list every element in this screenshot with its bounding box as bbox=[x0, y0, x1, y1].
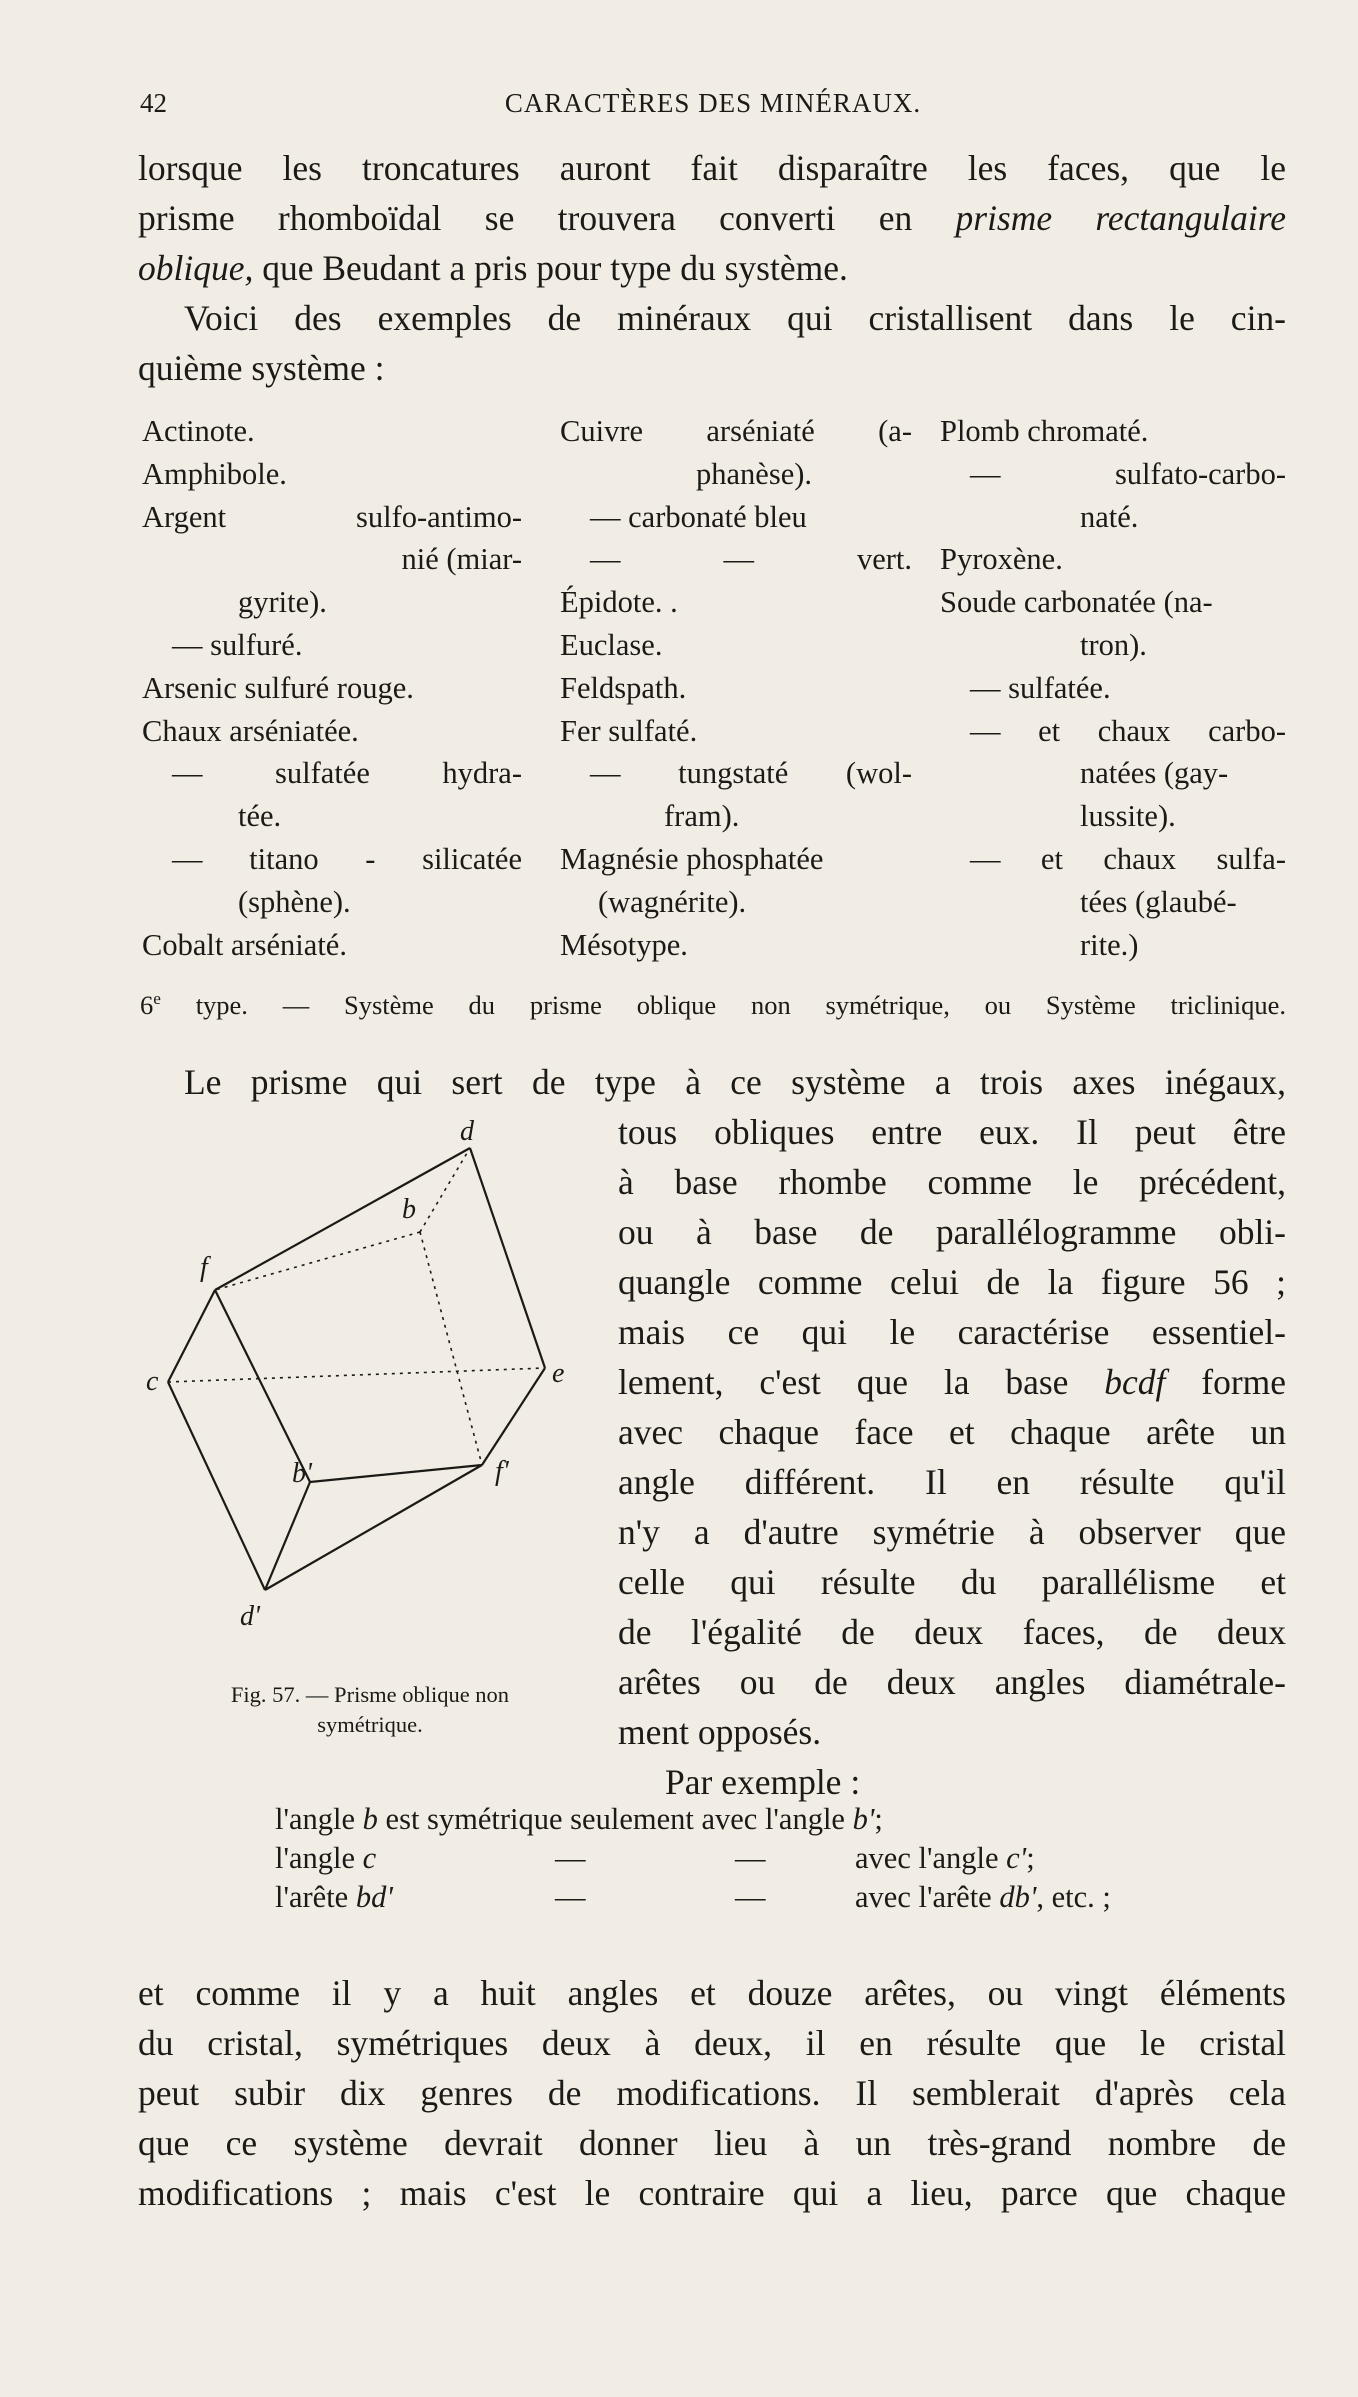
text-line: que ce système devrait donner lieu à un très-grand nombre de bbox=[138, 2123, 1286, 2163]
edge-f-c bbox=[168, 1290, 215, 1382]
symmetry-row: l'angle c — — avec l'angle c'; bbox=[275, 1841, 1035, 1875]
list-item: Épidote. . bbox=[560, 585, 678, 620]
text-line: n'y a d'autre symétrie à observer que bbox=[618, 1512, 1286, 1552]
symmetry-row: l'angle b est symétrique seulement avec l'angle b'; bbox=[275, 1802, 883, 1836]
list-item: nié (miar- bbox=[401, 542, 522, 577]
edge-bprime-dprime bbox=[265, 1482, 310, 1590]
list-item: Plomb chromaté. bbox=[940, 414, 1149, 448]
list-item: Euclase. bbox=[560, 627, 663, 662]
mineral-column-3 bbox=[940, 410, 1286, 966]
page-number: 42 bbox=[140, 88, 167, 118]
label-f-prime: f' bbox=[495, 1456, 509, 1487]
list-item: gyrite). bbox=[238, 585, 327, 620]
text-line: à base rhombe comme le précédent, bbox=[618, 1162, 1286, 1202]
list-item: — titano - silicatée bbox=[172, 841, 522, 876]
list-item: — tungstaté (wol- bbox=[590, 756, 912, 791]
text-line: ou à base de parallélogramme obli- bbox=[618, 1212, 1286, 1252]
list-item: Mésotype. bbox=[560, 927, 688, 962]
hidden-edge-b-d bbox=[420, 1148, 470, 1232]
list-item: — sulfuré. bbox=[172, 627, 303, 662]
oblique-prism-diagram bbox=[140, 1120, 610, 1650]
list-item: Actinote. bbox=[142, 414, 255, 448]
label-c: c bbox=[146, 1366, 159, 1397]
label-d-prime: d' bbox=[240, 1601, 260, 1632]
hidden-edge-b-fprime bbox=[420, 1232, 482, 1465]
mineral-column-2 bbox=[560, 410, 912, 966]
text-line: angle différent. Il en résulte qu'il bbox=[618, 1462, 1286, 1502]
list-item: rite.) bbox=[1080, 927, 1139, 962]
text-line: Voici des exemples de minéraux qui cristallisent dans le cin- bbox=[184, 298, 1286, 338]
text-line: lement, c'est que la base bcdf forme bbox=[618, 1362, 1287, 1402]
list-item: (sphène). bbox=[238, 884, 351, 919]
list-item: (wagnérite). bbox=[598, 884, 747, 919]
edge-d-f bbox=[215, 1148, 470, 1290]
list-item: lussite). bbox=[1080, 799, 1176, 834]
list-item: Pyroxène. bbox=[940, 542, 1063, 577]
body-first-line bbox=[138, 1057, 1286, 1107]
wrapped-paragraph bbox=[618, 1107, 1286, 1807]
list-item: Feldspath. bbox=[560, 670, 687, 705]
symmetry-row: l'arête bd' — — avec l'arête db', etc. ; bbox=[275, 1880, 1111, 1914]
hidden-edges bbox=[168, 1148, 545, 1465]
edge-c-dprime bbox=[168, 1382, 265, 1590]
text-line: Le prisme qui sert de type à ce système a trois axes inégaux, bbox=[184, 1062, 1286, 1102]
text-line: avec chaque face et chaque arête un bbox=[618, 1412, 1286, 1452]
list-item: Arsenic sulfuré rouge. bbox=[142, 670, 414, 705]
text-line: quangle comme celui de la figure 56 ; bbox=[618, 1262, 1286, 1302]
figure-caption: Fig. 57. — Prisme oblique non symétrique. bbox=[230, 1682, 510, 1737]
text-line: du cristal, symétriques deux à deux, il en résulte que le cristal bbox=[138, 2023, 1286, 2063]
list-item: — sulfatée hydra- bbox=[172, 756, 522, 791]
list-item: Magnésie phosphatée bbox=[560, 841, 824, 876]
list-item: tée. bbox=[238, 799, 282, 834]
list-item: — sulfatée. bbox=[970, 670, 1111, 705]
page-header bbox=[138, 88, 1288, 128]
list-item: naté. bbox=[1080, 499, 1139, 534]
list-item: — — vert. bbox=[590, 542, 912, 577]
running-title: CARACTÈRES DES MINÉRAUX. bbox=[504, 88, 922, 118]
label-b: b bbox=[402, 1194, 416, 1225]
list-item: tron). bbox=[1080, 627, 1147, 662]
text-line: lorsque les troncatures auront fait disparaître les faces, que le bbox=[138, 148, 1286, 188]
text-line: oblique, que Beudant a pris pour type du système. bbox=[138, 248, 848, 288]
text-line: peut subir dix genres de modifications. Il semblerait d'après cela bbox=[138, 2073, 1286, 2113]
list-item: phanèse). bbox=[696, 456, 813, 491]
list-item: — sulfato-carbo- bbox=[970, 456, 1286, 491]
text-line: ment opposés. bbox=[618, 1712, 822, 1752]
symmetry-examples bbox=[275, 1800, 1235, 1917]
hidden-edge-c-e bbox=[168, 1368, 545, 1382]
edge-d-e bbox=[470, 1148, 545, 1368]
label-d: d bbox=[460, 1120, 474, 1147]
mineral-column-1 bbox=[142, 410, 522, 966]
label-e: e bbox=[552, 1358, 565, 1389]
list-item: — et chaux sulfa- bbox=[970, 841, 1286, 876]
text-line: tous obliques entre eux. Il peut être bbox=[618, 1112, 1286, 1152]
intro-paragraph bbox=[138, 143, 1286, 393]
edge-f-bprime bbox=[215, 1290, 310, 1482]
text-line: Par exemple : bbox=[665, 1762, 861, 1802]
list-item: — et chaux carbo- bbox=[970, 713, 1286, 748]
text-line: quième système : bbox=[138, 348, 385, 388]
list-item: — carbonaté bleu bbox=[590, 499, 807, 534]
edge-e-fprime bbox=[482, 1368, 545, 1465]
list-item: Argent sulfo-antimo- bbox=[142, 499, 522, 534]
text-line: et comme il y a huit angles et douze arêtes, ou vingt éléments bbox=[138, 1973, 1286, 2013]
label-b-prime: b' bbox=[292, 1458, 312, 1489]
text-line: arêtes ou de deux angles diamétrale- bbox=[618, 1662, 1286, 1702]
text-line: de l'égalité de deux faces, de deux bbox=[618, 1612, 1286, 1652]
text-line: modifications ; mais c'est le contraire qui a lieu, parce que chaque bbox=[138, 2173, 1286, 2213]
text-line: prisme rhomboïdal se trouvera converti en prisme rectangulaire bbox=[138, 198, 1286, 238]
text-line: celle qui résulte du parallélisme et bbox=[618, 1562, 1286, 1602]
list-item: Amphibole. bbox=[142, 456, 287, 491]
prism-edges bbox=[168, 1148, 545, 1590]
text-line: mais ce qui le caractérise essentiel- bbox=[618, 1312, 1286, 1352]
list-item: natées (gay- bbox=[1080, 756, 1229, 791]
section-heading-type6: 6e type. — Système du prisme oblique non symétrique, ou Système triclinique. bbox=[140, 989, 1287, 1020]
list-item: Cuivre arséniaté (a- bbox=[560, 414, 912, 448]
list-item: Chaux arséniatée. bbox=[142, 713, 359, 748]
list-item: fram). bbox=[664, 799, 740, 834]
list-item: tées (glaubé- bbox=[1080, 884, 1237, 919]
list-item: Fer sulfaté. bbox=[560, 713, 698, 748]
prism-figure bbox=[140, 1120, 610, 1650]
list-item: Cobalt arséniaté. bbox=[142, 927, 347, 962]
list-item: Soude carbonatée (na- bbox=[940, 585, 1213, 620]
hidden-edge-b-f bbox=[215, 1232, 420, 1290]
label-f: f bbox=[200, 1252, 208, 1283]
closing-paragraph bbox=[138, 1968, 1286, 2218]
